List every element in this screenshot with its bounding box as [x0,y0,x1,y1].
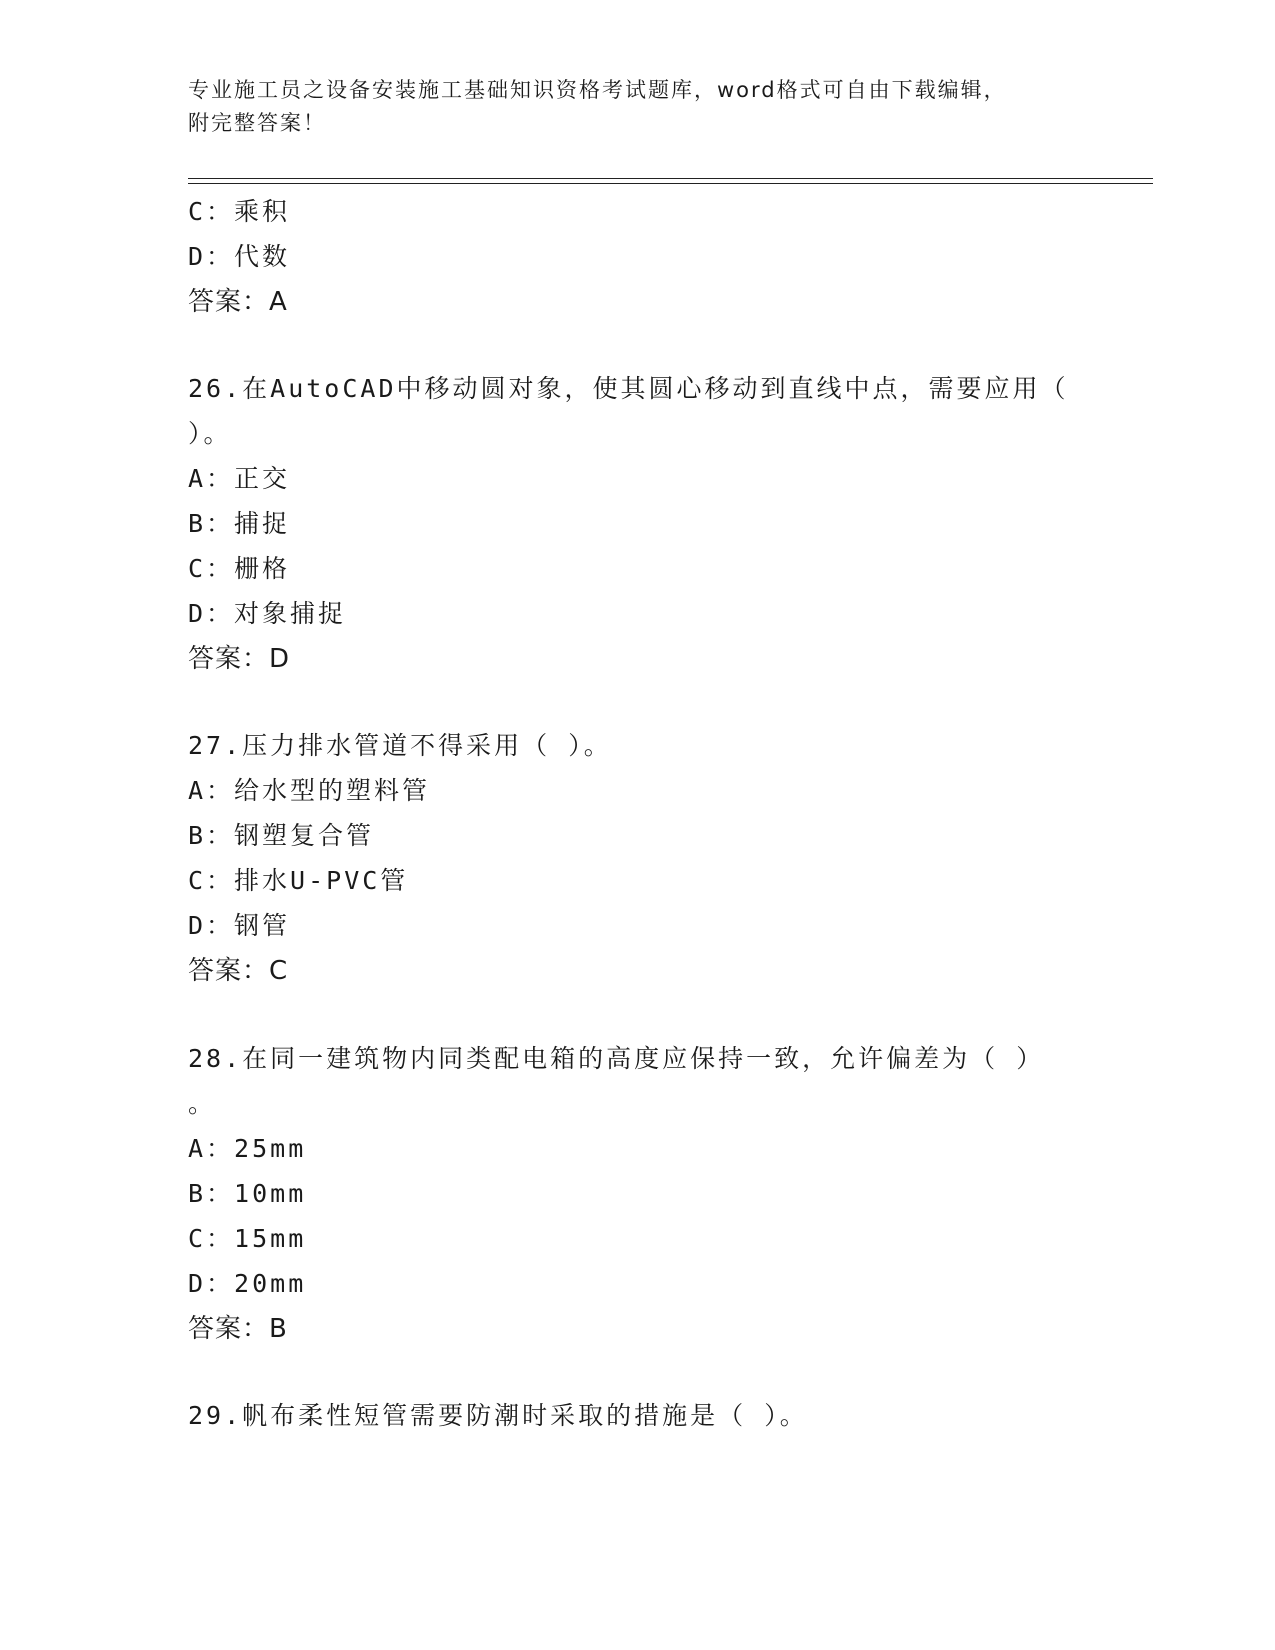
q28-option-d: D：20mm [188,1269,307,1298]
q27-option-b: B：钢塑复合管 [188,821,375,850]
q26-option-d: D：对象捕捉 [188,599,347,628]
q27-stem-line-1: 27.压力排水管道不得采用（ ）。 [188,731,612,760]
q28-answer: 答案：B [188,1314,288,1344]
q27-option-c: C：排水U-PVC管 [188,866,409,895]
document-header [188,74,1088,140]
q26-option-b: B：捕捉 [188,509,291,538]
q28-option-c: C：15mm [188,1224,307,1253]
q26-option-a: A：正交 [188,464,291,493]
q26-stem-line-2: ）。 [188,419,232,448]
prev-answer: 答案：A [188,287,288,317]
q28-stem-line-2: 。 [188,1089,217,1118]
prev-option-d: D：代数 [188,242,291,271]
prev-option-c: C：乘积 [188,197,291,226]
q26-answer: 答案：D [188,644,291,674]
q29-stem-line-1: 29.帆布柔性短管需要防潮时采取的措施是（ ）。 [188,1401,808,1430]
q27-answer: 答案：C [188,956,289,986]
header-divider-top [188,178,1153,179]
q26-stem-line-1: 26.在AutoCAD中移动圆对象，使其圆心移动到直线中点，需要应用（ [188,374,1069,403]
q26-option-c: C：栅格 [188,554,291,583]
q27-option-d: D：钢管 [188,911,291,940]
header-divider-bottom [188,183,1153,184]
q27-option-a: A：给水型的塑料管 [188,776,431,805]
q28-option-a: A：25mm [188,1134,307,1163]
q28-option-b: B：10mm [188,1179,307,1208]
q28-stem-line-1: 28.在同一建筑物内同类配电箱的高度应保持一致，允许偏差为（ ） [188,1044,1045,1073]
header-line-2: 附完整答案！ [188,111,326,135]
header-line-1: 专业施工员之设备安装施工基础知识资格考试题库，word格式可自由下载编辑， [188,78,1007,102]
